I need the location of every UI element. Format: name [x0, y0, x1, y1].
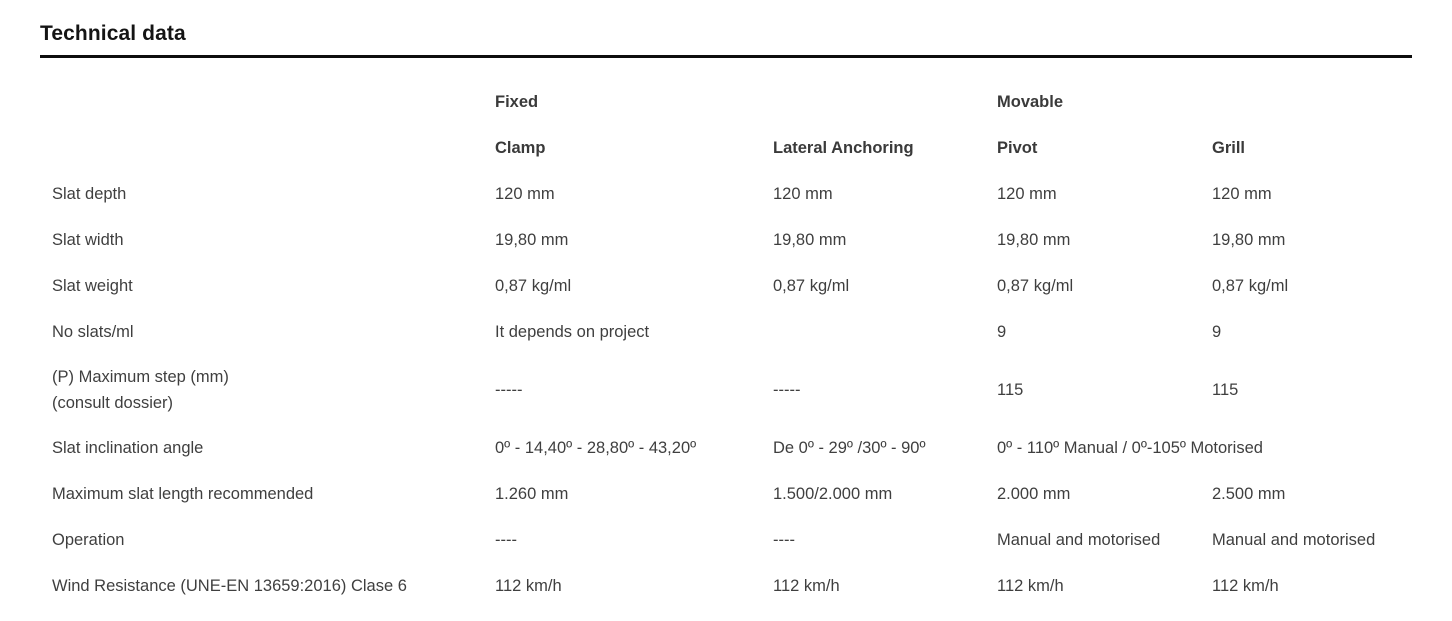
row-label: Slat width [52, 231, 124, 249]
cell-clamp: 1.260 mm [495, 485, 569, 503]
spec-table [52, 79, 1412, 609]
cell-pivot: Manual and motorised [997, 531, 1161, 549]
cell-grill: 112 km/h [1212, 577, 1279, 595]
page-title: Technical data [40, 22, 186, 45]
table-row-slat-weight [52, 263, 1412, 309]
row-label: Wind Resistance (UNE-EN 13659:2016) Clase 6 [52, 577, 407, 595]
cell-grill: 120 mm [1212, 185, 1272, 203]
row-label: Slat inclination angle [52, 439, 204, 457]
row-label-line1: (P) Maximum step (mm) [52, 368, 229, 386]
cell-pivot: 115 [997, 381, 1024, 399]
cell-grill: 115 [1212, 381, 1239, 399]
row-label: Slat weight [52, 277, 133, 295]
cell-grill: 9 [1212, 323, 1222, 341]
row-label: No slats/ml [52, 323, 134, 341]
column-header-pivot: Pivot [997, 139, 1038, 157]
group-header-row [52, 79, 1412, 125]
cell-pivot: 9 [997, 323, 1007, 341]
cell-clamp: 19,80 mm [495, 231, 569, 249]
cell-lateral-anchoring: De 0º - 29º /30º - 90º [773, 439, 926, 457]
cell-clamp: ----- [495, 381, 523, 399]
table-row-slat-width [52, 217, 1412, 263]
cell-lateral-anchoring: ---- [773, 531, 795, 549]
table-row-operation [52, 517, 1412, 563]
column-header-row [52, 125, 1412, 171]
row-label: Maximum slat length recommended [52, 485, 314, 503]
cell-clamp: ---- [495, 531, 517, 549]
cell-pivot: 112 km/h [997, 577, 1064, 595]
row-label-line2: (consult dossier) [52, 394, 174, 412]
cell-pivot: 2.000 mm [997, 485, 1071, 503]
table-row-wind-resistance [52, 563, 1412, 609]
cell-lateral-anchoring: 0,87 kg/ml [773, 277, 850, 295]
cell-pivot: 0,87 kg/ml [997, 277, 1074, 295]
title-divider [40, 55, 1412, 58]
cell-grill: Manual and motorised [1212, 531, 1376, 549]
cell-lateral-anchoring: ----- [773, 381, 801, 399]
row-label: Slat depth [52, 185, 127, 203]
table-row-maximum-slat-length [52, 471, 1412, 517]
table-row-maximum-step [52, 355, 1412, 425]
table-row-slat-depth [52, 171, 1412, 217]
row-label [52, 364, 495, 416]
table-row-slat-inclination-angle [52, 425, 1412, 471]
cell-lateral-anchoring: 19,80 mm [773, 231, 847, 249]
cell-grill: 2.500 mm [1212, 485, 1286, 503]
group-header-movable: Movable [997, 93, 1064, 111]
cell-lateral-anchoring: 1.500/2.000 mm [773, 485, 893, 503]
cell-pivot: 19,80 mm [997, 231, 1071, 249]
cell-grill: 0,87 kg/ml [1212, 277, 1289, 295]
cell-clamp: 0º - 14,40º - 28,80º - 43,20º [495, 439, 697, 457]
cell-pivot: 0º - 110º Manual / 0º-105º Motorised [997, 439, 1263, 457]
cell-grill: 19,80 mm [1212, 231, 1286, 249]
cell-lateral-anchoring: 112 km/h [773, 577, 840, 595]
cell-lateral-anchoring: 120 mm [773, 185, 833, 203]
cell-clamp: 120 mm [495, 185, 555, 203]
cell-clamp: It depends on project [495, 323, 650, 341]
cell-clamp: 0,87 kg/ml [495, 277, 572, 295]
cell-clamp: 112 km/h [495, 577, 562, 595]
column-header-clamp: Clamp [495, 139, 546, 157]
column-header-grill: Grill [1212, 139, 1246, 157]
column-header-lateral-anchoring: Lateral Anchoring [773, 139, 914, 157]
cell-pivot: 120 mm [997, 185, 1057, 203]
group-header-fixed: Fixed [495, 93, 539, 111]
table-row-no-slats-ml [52, 309, 1412, 355]
row-label: Operation [52, 531, 125, 549]
